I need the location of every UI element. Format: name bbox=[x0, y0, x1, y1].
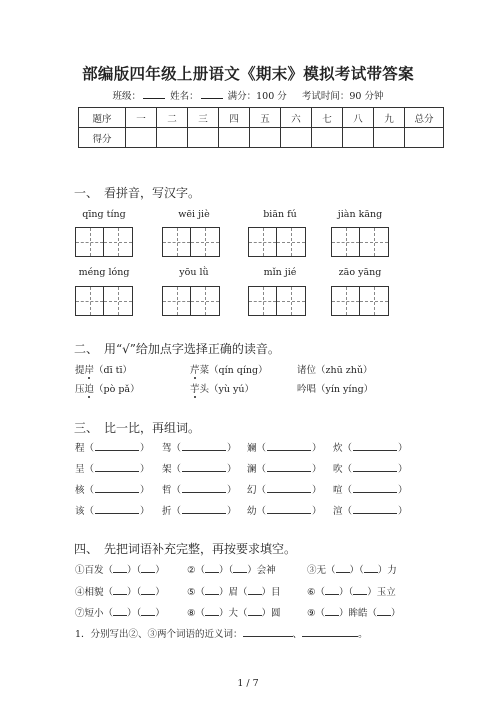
writing-grid[interactable] bbox=[75, 286, 133, 316]
grid-cell[interactable] bbox=[163, 287, 191, 315]
grid-cell[interactable] bbox=[163, 228, 191, 256]
grid-cell[interactable] bbox=[104, 287, 132, 315]
section-2-heading: 二、 用“√”给加点字选择正确的读音。 bbox=[74, 342, 280, 356]
grid-cell[interactable] bbox=[360, 228, 388, 256]
grid-cell[interactable] bbox=[277, 287, 305, 315]
grid-cell[interactable] bbox=[191, 287, 219, 315]
compare-item[interactable]: 核（ ） bbox=[75, 485, 150, 496]
grid-cell[interactable] bbox=[360, 287, 388, 315]
compare-item[interactable]: 渲（ ） bbox=[333, 506, 408, 517]
writing-grid[interactable] bbox=[75, 227, 133, 257]
pinyin-label: biān fú bbox=[263, 209, 297, 220]
compare-item[interactable]: 澜（ ） bbox=[247, 464, 322, 475]
compare-item[interactable]: 幻（ ） bbox=[247, 485, 322, 496]
grid-cell[interactable] bbox=[332, 228, 360, 256]
page-title: 部编版四年级上册语文《期末》模拟考试带答案 bbox=[82, 64, 414, 83]
pinyin-label: mǐn jié bbox=[263, 267, 297, 278]
compare-item[interactable]: 斓（ ） bbox=[247, 443, 322, 454]
score-header-cell: 四 bbox=[219, 108, 250, 128]
writing-grid[interactable] bbox=[248, 286, 306, 316]
score-cell[interactable] bbox=[157, 128, 188, 148]
section-1-heading: 一、 看拼音，写汉字。 bbox=[74, 186, 201, 200]
idiom-item[interactable]: ④相貌（ ）（ ） bbox=[75, 587, 165, 598]
score-cell[interactable] bbox=[188, 128, 219, 148]
exam-info bbox=[0, 88, 496, 102]
compare-item[interactable]: 哲（ ） bbox=[162, 485, 237, 496]
reading-item[interactable]: 芋头（yù yú） bbox=[190, 381, 254, 395]
idiom-item[interactable]: ③无（ ）（ ）力 bbox=[307, 565, 397, 576]
idiom-item[interactable]: ⑦短小（ ）（ ） bbox=[75, 608, 165, 619]
answer-blank[interactable] bbox=[302, 627, 358, 637]
grid-cell[interactable] bbox=[76, 228, 104, 256]
writing-grid[interactable] bbox=[162, 227, 220, 257]
pinyin-label: zāo yāng bbox=[338, 267, 382, 278]
score-header-cell: 九 bbox=[374, 108, 405, 128]
dotted-char: 岸 bbox=[85, 362, 95, 376]
score-header-row bbox=[79, 108, 444, 128]
reading-item[interactable]: 压迫（pò pǎ） bbox=[75, 381, 140, 395]
reading-item[interactable]: 提岸（dī tī） bbox=[75, 362, 132, 376]
pinyin-label: qīng tíng bbox=[82, 209, 126, 220]
compare-item[interactable]: 呈（ ） bbox=[75, 464, 150, 475]
score-cell[interactable] bbox=[312, 128, 343, 148]
grid-cell[interactable] bbox=[277, 228, 305, 256]
idiom-item[interactable]: ⑧（ ）大（ ）圆 bbox=[187, 608, 281, 619]
compare-item[interactable]: 幼（ ） bbox=[247, 506, 322, 517]
page-number: 1 / 7 bbox=[237, 678, 259, 689]
section-3-heading: 三、 比一比，再组词。 bbox=[74, 421, 201, 435]
grid-cell[interactable] bbox=[249, 287, 277, 315]
score-header-cell: 六 bbox=[281, 108, 312, 128]
grid-cell[interactable] bbox=[191, 228, 219, 256]
grid-cell[interactable] bbox=[332, 287, 360, 315]
compare-item[interactable]: 炊（ ） bbox=[333, 443, 408, 454]
writing-grid[interactable] bbox=[331, 227, 389, 257]
score-cell[interactable] bbox=[250, 128, 281, 148]
score-table bbox=[78, 107, 444, 148]
compare-item[interactable]: 喧（ ） bbox=[333, 485, 408, 496]
question-1: 1．分别写出②、③两个词语的近义词： 、 。 bbox=[75, 629, 368, 640]
grid-cell[interactable] bbox=[76, 287, 104, 315]
dotted-char: 芋 bbox=[190, 381, 200, 395]
score-row-label: 得分 bbox=[79, 128, 126, 148]
full-score: 满分：100 分 bbox=[227, 91, 287, 102]
writing-grid[interactable] bbox=[248, 227, 306, 257]
reading-item[interactable]: 吟唱（yín yíng） bbox=[297, 384, 374, 395]
idiom-item[interactable]: ⑤（ ）眉（ ）目 bbox=[187, 587, 281, 598]
section-4-heading: 四、 先把词语补充完整，再按要求填空。 bbox=[74, 542, 297, 556]
pinyin-label: jiàn kāng bbox=[337, 209, 383, 220]
score-header-cell: 总分 bbox=[405, 108, 444, 128]
idiom-item[interactable]: ⑨（ ）眸皓（ ） bbox=[307, 608, 401, 619]
score-header-cell: 三 bbox=[188, 108, 219, 128]
compare-item[interactable]: 吹（ ） bbox=[333, 464, 408, 475]
score-header-cell: 题序 bbox=[79, 108, 126, 128]
class-label: 班级： bbox=[112, 91, 142, 102]
score-header-cell: 五 bbox=[250, 108, 281, 128]
reading-item[interactable]: 诸位（zhū zhǔ） bbox=[297, 365, 373, 376]
score-header-cell: 一 bbox=[126, 108, 157, 128]
pinyin-label: méng lóng bbox=[78, 267, 130, 278]
compare-item[interactable]: 该（ ） bbox=[75, 506, 150, 517]
compare-item[interactable]: 程（ ） bbox=[75, 443, 150, 454]
pinyin-label: wēi jiè bbox=[178, 209, 210, 220]
score-cell[interactable] bbox=[374, 128, 405, 148]
score-cell[interactable] bbox=[219, 128, 250, 148]
idiom-item[interactable]: ①百发（ ）（ ） bbox=[75, 565, 165, 576]
score-header-cell: 二 bbox=[157, 108, 188, 128]
name-label: 姓名： bbox=[170, 91, 199, 102]
compare-item[interactable]: 架（ ） bbox=[162, 464, 237, 475]
idiom-item[interactable]: ②（ ）（ ）会神 bbox=[187, 565, 276, 576]
score-cell[interactable] bbox=[343, 128, 374, 148]
compare-item[interactable]: 折（ ） bbox=[162, 506, 237, 517]
compare-item[interactable]: 驾（ ） bbox=[162, 443, 237, 454]
score-value-row bbox=[79, 128, 444, 148]
dotted-char: 芹 bbox=[190, 362, 200, 376]
exam-time: 考试时间：90 分钟 bbox=[301, 91, 384, 102]
score-cell[interactable] bbox=[405, 128, 444, 148]
name-field[interactable] bbox=[201, 89, 223, 99]
score-header-cell: 七 bbox=[312, 108, 343, 128]
grid-cell[interactable] bbox=[104, 228, 132, 256]
writing-grid[interactable] bbox=[331, 286, 389, 316]
idiom-item[interactable]: ⑥（ ）（ ）玉立 bbox=[307, 587, 396, 598]
dotted-char: 迫 bbox=[85, 381, 95, 395]
answer-blank[interactable] bbox=[243, 627, 293, 637]
score-cell[interactable] bbox=[281, 128, 312, 148]
pinyin-label: yōu lǜ bbox=[179, 267, 209, 278]
score-header-cell: 八 bbox=[343, 108, 374, 128]
class-field[interactable] bbox=[143, 89, 165, 99]
grid-cell[interactable] bbox=[249, 228, 277, 256]
reading-item[interactable]: 芹菜（qín qíng） bbox=[190, 362, 268, 376]
writing-grid[interactable] bbox=[162, 286, 220, 316]
score-cell[interactable] bbox=[126, 128, 157, 148]
